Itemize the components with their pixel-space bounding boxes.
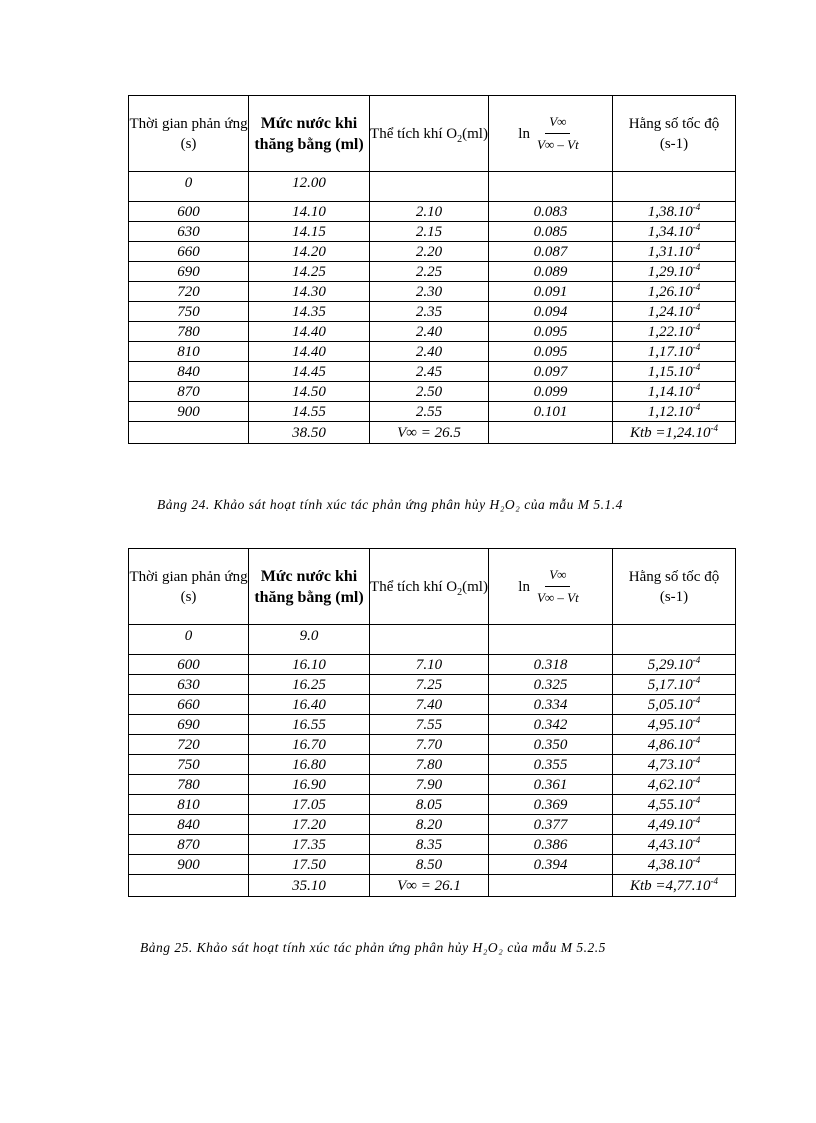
cell-level: 12.00 <box>249 172 370 202</box>
k-value: 4,55.10 <box>647 796 693 813</box>
header-rate-constant-label: Hằng số tốc độ <box>628 115 720 132</box>
cell-time: 810 <box>129 342 249 362</box>
cell-level-total: 38.50 <box>249 422 370 444</box>
cell-ktb <box>613 875 736 897</box>
k-exp: -4 <box>692 341 701 352</box>
k-exp: -4 <box>692 301 701 312</box>
cell-k <box>613 172 736 202</box>
cell-level: 16.70 <box>249 735 370 755</box>
cell-volume: 2.10 <box>370 202 489 222</box>
cell-k <box>613 222 736 242</box>
cell-ln: 0.369 <box>489 795 613 815</box>
cell-ln: 0.089 <box>489 262 613 282</box>
table-caption: Bảng 25. Khảo sát hoạt tính xúc tác phản ứng phân hủy H₂O₂ của mẫu M 5.2.5 <box>140 940 606 955</box>
cell-time: 0 <box>129 172 249 202</box>
k-exp: -4 <box>692 694 701 705</box>
cell-ln: 0.097 <box>489 362 613 382</box>
k-value: 4,38.10 <box>647 856 693 873</box>
cell-k <box>613 322 736 342</box>
table-row <box>129 775 736 795</box>
k-value: 1,22.10 <box>647 323 693 340</box>
cell-volume: 7.70 <box>370 735 489 755</box>
cell-volume: 2.20 <box>370 242 489 262</box>
cell-time: 720 <box>129 282 249 302</box>
cell-level: 16.10 <box>249 655 370 675</box>
table-row <box>129 835 736 855</box>
cell-level: 17.50 <box>249 855 370 875</box>
table-row <box>129 342 736 362</box>
table-footer-row <box>129 422 736 444</box>
cell-level: 14.45 <box>249 362 370 382</box>
cell-empty <box>129 422 249 444</box>
cell-k <box>613 202 736 222</box>
header-rate-constant-unit: (s-1) <box>659 588 689 605</box>
header-rate-constant-label: Hằng số tốc độ <box>628 568 720 585</box>
k-value: 1,15.10 <box>647 363 693 380</box>
k-exp: -4 <box>692 281 701 292</box>
table-row <box>129 282 736 302</box>
table-row <box>129 855 736 875</box>
cell-level-total: 35.10 <box>249 875 370 897</box>
table-caption: Bảng 24. Khảo sát hoạt tính xúc tác phản ứng phân hủy H₂O₂ của mẫu M 5.1.4 <box>157 497 623 512</box>
k-value: 1,31.10 <box>647 243 693 260</box>
k-exp: -4 <box>692 221 701 232</box>
cell-volume: 7.40 <box>370 695 489 715</box>
cell-level: 14.30 <box>249 282 370 302</box>
header-reaction-time: Thời gian phản ứng (s) <box>129 96 249 172</box>
k-value: 4,86.10 <box>647 736 693 753</box>
cell-level: 14.55 <box>249 402 370 422</box>
k-exp: -4 <box>692 381 701 392</box>
cell-level: 14.15 <box>249 222 370 242</box>
cell-level: 16.55 <box>249 715 370 735</box>
cell-volume: 8.50 <box>370 855 489 875</box>
cell-k <box>613 795 736 815</box>
cell-ln: 0.087 <box>489 242 613 262</box>
kinetics-table-m514 <box>128 95 736 444</box>
table-row <box>129 242 736 262</box>
header-gas-volume-unit: (ml) <box>462 125 488 142</box>
cell-ln: 0.085 <box>489 222 613 242</box>
cell-level: 14.50 <box>249 382 370 402</box>
cell-ln: 0.350 <box>489 735 613 755</box>
k-value: 1,14.10 <box>647 383 693 400</box>
k-value: 1,24.10 <box>647 303 693 320</box>
k-value: 1,34.10 <box>647 223 693 240</box>
cell-k <box>613 362 736 382</box>
k-exp: -4 <box>692 241 701 252</box>
cell-time: 780 <box>129 775 249 795</box>
k-exp: -4 <box>692 674 701 685</box>
cell-level: 16.40 <box>249 695 370 715</box>
header-gas-volume <box>370 96 489 172</box>
cell-time: 900 <box>129 402 249 422</box>
cell-volume: 2.50 <box>370 382 489 402</box>
cell-k <box>613 342 736 362</box>
table-row <box>129 222 736 242</box>
table-footer-row <box>129 875 736 897</box>
table-row <box>129 715 736 735</box>
header-gas-volume-label: Thể tích khí O <box>370 578 458 595</box>
cell-k <box>613 675 736 695</box>
table-row <box>129 755 736 775</box>
cell-level: 14.20 <box>249 242 370 262</box>
cell-k <box>613 655 736 675</box>
table-row <box>129 362 736 382</box>
cell-level: 14.25 <box>249 262 370 282</box>
cell-k <box>613 855 736 875</box>
cell-volume: 7.25 <box>370 675 489 695</box>
table-row <box>129 735 736 755</box>
header-reaction-time: Thời gian phản ứng (s) <box>129 549 249 625</box>
k-exp: -4 <box>692 814 701 825</box>
cell-ln: 0.318 <box>489 655 613 675</box>
fraction-numerator: V∞ <box>545 112 570 134</box>
cell-vinf: V∞ = 26.1 <box>370 875 489 897</box>
table-header-row <box>129 96 736 172</box>
cell-level: 16.25 <box>249 675 370 695</box>
ktb-exp: -4 <box>710 875 719 886</box>
table-row <box>129 262 736 282</box>
k-exp: -4 <box>692 261 701 272</box>
cell-level: 14.10 <box>249 202 370 222</box>
header-gas-volume-sub: 2 <box>457 586 463 598</box>
cell-ln: 0.325 <box>489 675 613 695</box>
table-header-row <box>129 549 736 625</box>
table-row <box>129 675 736 695</box>
header-rate-constant <box>613 549 736 625</box>
header-water-level: Mức nước khi thăng bằng (ml) <box>249 96 370 172</box>
cell-volume: 2.30 <box>370 282 489 302</box>
table-row <box>129 382 736 402</box>
cell-time: 780 <box>129 322 249 342</box>
k-value: 4,43.10 <box>647 836 693 853</box>
cell-k <box>613 695 736 715</box>
cell-ln: 0.386 <box>489 835 613 855</box>
ktb-exp: -4 <box>710 422 719 433</box>
cell-ln: 0.099 <box>489 382 613 402</box>
cell-k <box>613 775 736 795</box>
fraction-numerator: V∞ <box>545 565 570 587</box>
cell-ln: 0.377 <box>489 815 613 835</box>
k-exp: -4 <box>692 854 701 865</box>
k-exp: -4 <box>692 754 701 765</box>
k-value: 4,95.10 <box>647 716 693 733</box>
k-exp: -4 <box>692 734 701 745</box>
cell-level: 14.35 <box>249 302 370 322</box>
header-water-level: Mức nước khi thăng bằng (ml) <box>249 549 370 625</box>
cell-ln: 0.095 <box>489 342 613 362</box>
k-exp: -4 <box>692 794 701 805</box>
cell-time: 810 <box>129 795 249 815</box>
header-gas-volume-unit: (ml) <box>462 578 488 595</box>
table-row <box>129 302 736 322</box>
cell-ln: 0.094 <box>489 302 613 322</box>
cell-k <box>613 625 736 655</box>
cell-level: 17.20 <box>249 815 370 835</box>
table-row <box>129 202 736 222</box>
cell-k <box>613 302 736 322</box>
header-rate-constant <box>613 96 736 172</box>
k-value: 4,73.10 <box>647 756 693 773</box>
ktb-value: Ktb =1,24.10 <box>629 424 711 441</box>
cell-ktb <box>613 422 736 444</box>
header-ln-ratio <box>489 549 613 625</box>
cell-k <box>613 242 736 262</box>
cell-level: 17.35 <box>249 835 370 855</box>
cell-ln: 0.083 <box>489 202 613 222</box>
ln-label: ln <box>518 578 530 595</box>
k-exp: -4 <box>692 321 701 332</box>
cell-volume: 7.90 <box>370 775 489 795</box>
cell-k <box>613 262 736 282</box>
table-row <box>129 815 736 835</box>
cell-volume: 2.55 <box>370 402 489 422</box>
cell-empty <box>489 875 613 897</box>
cell-volume: 8.05 <box>370 795 489 815</box>
table-row <box>129 795 736 815</box>
cell-volume <box>370 625 489 655</box>
cell-ln: 0.394 <box>489 855 613 875</box>
k-exp: -4 <box>692 834 701 845</box>
cell-time: 630 <box>129 675 249 695</box>
k-exp: -4 <box>692 774 701 785</box>
cell-volume: 2.40 <box>370 342 489 362</box>
k-value: 1,38.10 <box>647 203 693 220</box>
k-exp: -4 <box>692 714 701 725</box>
cell-ln: 0.095 <box>489 322 613 342</box>
cell-level: 9.0 <box>249 625 370 655</box>
k-value: 4,62.10 <box>647 776 693 793</box>
ktb-value: Ktb =4,77.10 <box>629 877 711 894</box>
table-row <box>129 322 736 342</box>
kinetics-table-m525 <box>128 548 736 897</box>
cell-ln: 0.355 <box>489 755 613 775</box>
cell-time: 750 <box>129 302 249 322</box>
k-value: 1,29.10 <box>647 263 693 280</box>
k-value: 5,29.10 <box>647 656 693 673</box>
cell-time: 600 <box>129 202 249 222</box>
cell-time: 690 <box>129 715 249 735</box>
cell-level: 14.40 <box>249 342 370 362</box>
cell-k <box>613 382 736 402</box>
cell-volume: 2.15 <box>370 222 489 242</box>
cell-time: 600 <box>129 655 249 675</box>
header-gas-volume-sub: 2 <box>457 133 463 145</box>
cell-level: 16.90 <box>249 775 370 795</box>
cell-time: 750 <box>129 755 249 775</box>
header-rate-constant-unit: (s-1) <box>659 135 689 152</box>
cell-ln: 0.361 <box>489 775 613 795</box>
cell-empty <box>489 422 613 444</box>
cell-level: 16.80 <box>249 755 370 775</box>
cell-k <box>613 735 736 755</box>
k-value: 5,05.10 <box>647 696 693 713</box>
cell-k <box>613 715 736 735</box>
cell-k <box>613 282 736 302</box>
cell-time: 660 <box>129 695 249 715</box>
k-exp: -4 <box>692 401 701 412</box>
cell-time: 690 <box>129 262 249 282</box>
cell-volume: 8.20 <box>370 815 489 835</box>
cell-volume: 2.45 <box>370 362 489 382</box>
k-exp: -4 <box>692 361 701 372</box>
table-row <box>129 695 736 715</box>
header-gas-volume <box>370 549 489 625</box>
cell-ln <box>489 625 613 655</box>
k-value: 1,17.10 <box>647 343 693 360</box>
cell-time: 870 <box>129 835 249 855</box>
cell-level: 17.05 <box>249 795 370 815</box>
cell-vinf: V∞ = 26.5 <box>370 422 489 444</box>
cell-k <box>613 755 736 775</box>
cell-volume: 8.35 <box>370 835 489 855</box>
table-row <box>129 402 736 422</box>
k-exp: -4 <box>692 654 701 665</box>
k-exp: -4 <box>692 201 701 212</box>
cell-empty <box>129 875 249 897</box>
fraction-denominator: V∞ – Vt <box>536 590 579 605</box>
cell-k <box>613 835 736 855</box>
cell-time: 840 <box>129 362 249 382</box>
header-gas-volume-label: Thể tích khí O <box>370 125 458 142</box>
cell-k <box>613 402 736 422</box>
header-ln-ratio <box>489 96 613 172</box>
cell-volume: 2.40 <box>370 322 489 342</box>
cell-volume: 7.80 <box>370 755 489 775</box>
cell-time: 630 <box>129 222 249 242</box>
cell-time: 0 <box>129 625 249 655</box>
table-row <box>129 655 736 675</box>
k-value: 5,17.10 <box>647 676 693 693</box>
cell-time: 840 <box>129 815 249 835</box>
cell-time: 720 <box>129 735 249 755</box>
cell-volume: 2.25 <box>370 262 489 282</box>
cell-volume: 2.35 <box>370 302 489 322</box>
table-row-initial <box>129 625 736 655</box>
cell-volume <box>370 172 489 202</box>
fraction-denominator: V∞ – Vt <box>536 137 579 152</box>
k-value: 1,12.10 <box>647 403 693 420</box>
cell-time: 660 <box>129 242 249 262</box>
ln-label: ln <box>518 125 530 142</box>
cell-ln: 0.334 <box>489 695 613 715</box>
cell-ln: 0.101 <box>489 402 613 422</box>
k-value: 4,49.10 <box>647 816 693 833</box>
k-value: 1,26.10 <box>647 283 693 300</box>
table-row-initial <box>129 172 736 202</box>
cell-level: 14.40 <box>249 322 370 342</box>
cell-time: 900 <box>129 855 249 875</box>
cell-time: 870 <box>129 382 249 402</box>
cell-k <box>613 815 736 835</box>
cell-ln: 0.342 <box>489 715 613 735</box>
cell-volume: 7.55 <box>370 715 489 735</box>
cell-ln <box>489 172 613 202</box>
cell-ln: 0.091 <box>489 282 613 302</box>
cell-volume: 7.10 <box>370 655 489 675</box>
